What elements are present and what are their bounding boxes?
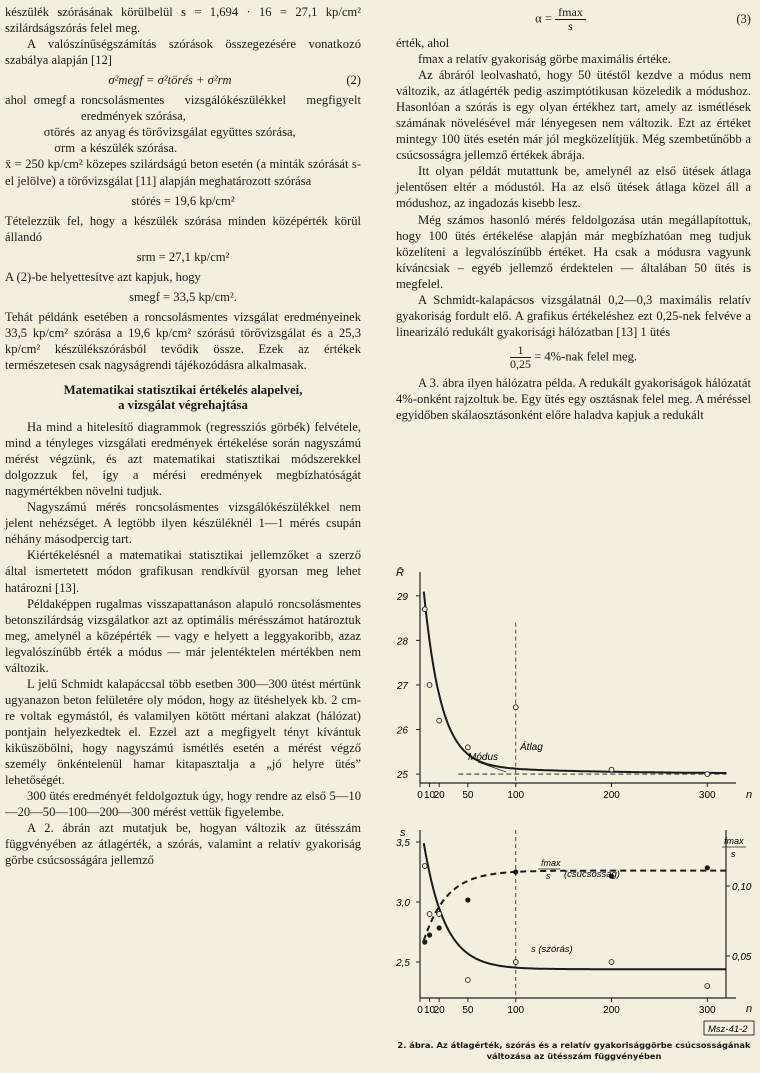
chart2-x-tick-label: 20 [433,1005,445,1016]
chart1-point-atlag [609,767,614,772]
paragraph: A 3. ábra ilyen hálózatra példa. A redukált gyakoriságok hálózatát 4%-onként rajzoltuk be. Egy ütés egy osztásnak felel meg. A méréssel egyidőben skálaosztásonként előre haladva kapjuk a redukált [396,375,751,422]
chart2-right-label-den: s [731,849,736,859]
paragraph: A valószínűségszámítás szórások összegezésére vonatkozó szabálya alapján [12] [5,37,361,68]
chart2-point-szoras [513,960,518,965]
chart1-y-tick-label: 27 [396,680,408,692]
fraction-denominator: 0,25 [509,356,531,371]
chart2-ticks [395,838,752,1016]
left-column [5,4,361,868]
fraction-numerator: fmax [555,6,586,20]
chart2-label-csucs-den: s [546,871,551,881]
chart1-y-tick-label: 28 [396,636,408,648]
fraction [510,344,531,371]
heading-line: Matematikai statisztikai értékelés alapelvei, [63,383,303,398]
chart2-point-szoras [465,978,470,983]
chart2-right-tick-label: 0,05 [732,952,752,963]
chart1-y-tick-label: 26 [396,725,408,737]
chart2-x-tick-label: 200 [603,1005,620,1016]
equation-text [396,6,725,33]
chart2-right-tick-label: 0,10 [732,882,752,893]
paragraph: Nagyszámú mérés roncsolásmentes vizsgálókészülékkel nem jelent nehézséget. A legtöbb ilyen készüléknél 1—1 mérés csupán néhány másodpercig tart. [5,500,361,547]
paragraph: fmax a relatív gyakoriság görbe maximális értéke. [418,52,671,67]
equation-s1: stórés = 19,6 kp/cm² [131,193,235,208]
figure-svg [388,560,760,1040]
chart2-x-tick-label: 50 [462,1005,474,1016]
chart1-x-tick-label: 300 [698,790,716,801]
chart2-x-tick-label: 0 [417,1005,423,1016]
chart2-marks [422,830,726,998]
figure-stamp: Msz-41-2 [708,1024,748,1035]
chart2-label-csucs-txt: (csúcsosság) [564,869,620,880]
chart1-x-tick-label: 20 [433,790,445,801]
figure-caption: 2. ábra. Az átlagérték, szórás és a relatív gyakorisággörbe csúcsosságának változása az ütésszám függvényében [397,1040,751,1061]
equation-2 [5,72,361,88]
fraction [555,6,586,33]
chart2-y-label: s [400,827,406,839]
paragraph: Ha mind a hitelesítő diagrammok (regressziós görbék) felvétele, mind a tényleges vizsgálati eredmények értékelése során nagyszámú mérést végzünk, és azt matematikai statisztikai módszerekkel dolgozzuk fel, így a mérési eredmények megbízhatóságát nagymértékben növelni tudjuk. [5,420,361,499]
chart1-x-tick-label: 0 [417,790,423,801]
section-heading [5,383,361,413]
paragraph: Tehát példánk esetében a roncsolásmentes vizsgálat eredményeinek 33,5 kp/cm² szórása a 19,6 kp/cm² szórású törővizsgálat és a 25,3 kp/cm² készülékszórásból tevődik össze. Ezek az értékek természetesen csak nagyságrendi tájékozódásra alkalmasak. [5,309,361,372]
paragraph: 300 ütés eredményét feldolgoztuk úgy, hogy rendre az első 5—10—20—50—100—200—300 mérést vettük figyelembe. [5,789,361,820]
paragraph: A (2)-be helyettesítve azt kapjuk, hogy [5,269,201,284]
chart2-point-szoras [422,864,427,869]
chart2-point-szoras [705,984,710,989]
chart1-point-atlag [422,607,427,612]
chart2-point-csucsossag [513,869,518,874]
chart2-x-tick-label: 300 [698,1005,716,1016]
equation-s3: smegf = 33,5 kp/cm². [129,289,237,304]
paragraph: Az ábráról leolvasható, hogy 50 ütéstől kezdve a módus nem változik, az átlagérték pedig aszimptótikusan közeledik a módushoz. Hasonlóan a szórás is egy olyan értékhez tart, amely az ismétlések számának növelésével már lényegesen nem változik. Ezt az értéket mintegy 100 ütés esetén már jól megközelítjük. Még szembetűnőbb a csúcsosságra jellemző értékek ábrája. [396,68,751,163]
equation-number: (2) [346,73,361,88]
chart2-point-szoras [427,912,432,917]
chart2-y-tick-label: 3,0 [396,898,410,909]
chart2-series-csucsossag-line [424,871,727,941]
paragraph: Még számos hasonló mérés feldolgozása után megállapítottuk, hogy 100 ütés értékelése alapján már megbízhatóan meg tudjuk közelíteni a legvalószínűbb értéket. Ha csak a módusra vagyunk kíváncsiak – egyéb jellemző érdektelen — általában 50 ütés is megfelel. [396,212,751,291]
def-text: a készülék szórása. [81,141,178,156]
chart2-x-label: n [746,1003,753,1015]
chart2-y-tick-label: 3,5 [396,838,410,849]
heading-line: a vizsgálat végrehajtása [118,398,248,413]
paragraph: Itt olyan példát mutattunk be, amelynél az első ütések átlaga jelentősen eltér a módustól. Ha az első ütések átlaga közel áll a módushoz, az ingadozás kisebb lesz. [396,164,751,211]
figure-2 [388,560,760,1040]
def-symbol: σrm [54,141,75,156]
definitions: ahol σmegf a roncsolásmentes vizsgálókészülékkel megfigyelt eredmények szórása, σtörés az anyag és törővizsgálat együttes szórása, σrm a készülék szórása. [5,93,361,156]
chart2-point-csucsossag [705,865,710,870]
chart1-x-tick-label: 10 [424,790,436,801]
chart2-x-tick-label: 10 [424,1005,436,1016]
fraction-denominator: s [568,19,573,33]
chart2-series-szoras-line [424,843,727,969]
eq-lhs: α = [535,11,553,26]
equation-text: σ²megf = σ²törés + σ²rm [108,73,232,88]
chart2-label-csucs-num: fmax [541,858,561,868]
paragraph: érték, ahol [396,36,450,50]
eq-rest: = 4%-nak felel meg. [534,349,638,364]
chart1-x-tick-label: 100 [507,790,525,801]
def-symbol: σmegf a [33,93,75,108]
chart1-y-tick-label: 25 [396,770,408,782]
paragraph: L jelű Schmidt kalapáccsal több esetben 300—300 ütést mértünk ugyanazon beton felületére oly módon, hogy az ütéshelyek kb. 2 cm-re voltak egymástól, és valamilyen kötött mértani alakzat (hálózat) pontjain helyezkedtek el. Ezzel azt a megfigyelt tényt kívántuk kiküszöbölni, hogy nagyszámú ismétlés esetén a mérést végző személy önkéntelenül hamar kitapasztalja a „jó helyre ütés” lehetőségét. [5,676,361,788]
chart1-point-atlag [465,745,470,750]
chart1-x-tick-label: 50 [462,790,474,801]
equation-s2: srm = 27,1 kp/cm² [136,249,230,264]
chart1-label-atlag: Átlag [520,742,543,753]
chart2-x-tick-label: 100 [507,1005,525,1016]
def-text: az anyag és törővizsgálat együttes szórása, [81,125,296,140]
chart2-point-csucsossag [422,939,427,944]
chart2-y-tick-label: 2,5 [396,958,410,969]
chart1-point-atlag [513,705,518,710]
def-symbol: σtörés [43,125,75,140]
chart1-x-label: n [746,789,753,801]
chart2-point-szoras [437,912,442,917]
paragraph: készülék szórásának körülbelül s = 1,694 · 16 = 27,1 kp/cm² szilárdságszórás felel meg. [5,5,361,36]
chart1-x-tick-label: 200 [603,790,620,801]
chart1-y-label: R̄ [396,567,404,579]
chart2-point-csucsossag [465,897,470,902]
chart2-label-szoras: s (szórás) [531,944,573,955]
paragraph: Tételezzük fel, hogy a készülék szórása minden középérték körül állandó [5,213,361,244]
paragraph: A 2. ábrán azt mutatjuk be, hogyan változik az ütésszám függvényében az átlagérték, a szórás, valamint a relatív gyakoriság görbe csúcsosságára jellemző [5,821,361,868]
chart1-point-atlag [705,772,710,777]
chart1-point-atlag [437,718,442,723]
chart2-point-szoras [609,960,614,965]
chart2-point-csucsossag [427,932,432,937]
right-column [396,4,751,423]
chart1-point-atlag [427,683,432,688]
equation-number: (3) [736,12,751,27]
chart1-label-modus: Módus [468,752,499,763]
paragraph: Példaképpen rugalmas visszapattanáson alapuló roncsolásmentes betonszilárdság vizsgálatkor azt az optimális mérésszámot határoztuk meg, amelynél a középérték — vagy e helyett a leggyakoribb, azaz legvalószínűbb érték a módus — már jelentéktelen mértékben nem változik. [5,596,361,675]
paragraph: x̄ = 250 kp/cm² közepes szilárdságú beton esetén (a minták szórását s-el jelölve) a törővizsgálat [11] alapján meghatározott szórása [5,157,361,188]
chart2-right-label-num: fmax [724,836,744,846]
paragraph: A Schmidt-kalapácsos vizsgálatnál 0,2—0,3 maximális relatív gyakoriság fordult elő. A grafikus értékeléshez ezt 0,25-nek felvéve a linearizáló redukált gyakorisági hálózatban [13] 1 ütés [396,292,751,339]
fraction-numerator: 1 [510,344,531,358]
chart2-point-csucsossag [437,925,442,930]
paragraph: Kiértékelésnél a matematikai statisztikai jellemzőket a szerző által ismertetett módon grafikusan rendkívül gyorsan meg lehet határozni [13]. [5,548,361,595]
def-text: roncsolásmentes vizsgálókészülékkel megfigyelt eredmények szórása, [81,93,361,124]
equation-3 [396,6,751,33]
equation-4 [396,344,751,371]
chart1-y-tick-label: 29 [396,591,408,603]
